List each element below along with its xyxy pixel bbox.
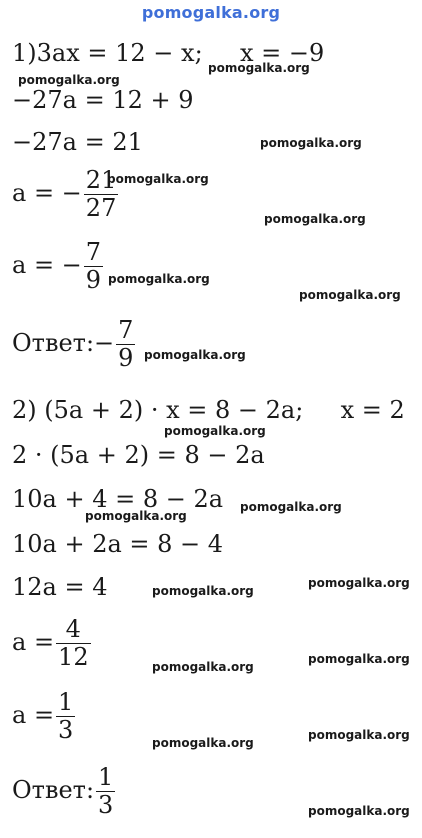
p2-line5: 12a = 4 bbox=[12, 573, 108, 601]
denominator: 3 bbox=[58, 716, 74, 745]
p1-number: 1) bbox=[12, 39, 37, 67]
denominator: 9 bbox=[118, 344, 134, 373]
watermark: pomogalka.org bbox=[164, 424, 266, 438]
watermark: pomogalka.org bbox=[308, 804, 410, 818]
site-brand[interactable]: pomogalka.org bbox=[141, 3, 281, 22]
numerator: 4 bbox=[65, 615, 81, 643]
watermark: pomogalka.org bbox=[152, 660, 254, 674]
p1-line3: −27a = 21 bbox=[12, 128, 143, 156]
watermark: pomogalka.org bbox=[144, 348, 246, 362]
numerator: 7 bbox=[118, 316, 134, 344]
p1-line4 bbox=[12, 168, 120, 221]
denominator: 27 bbox=[85, 194, 117, 223]
numerator: 1 bbox=[58, 688, 74, 716]
p1-answer bbox=[12, 318, 137, 371]
p2-number: 2) bbox=[12, 396, 37, 424]
p2-condition: x = 2 bbox=[340, 396, 405, 424]
p2-equation: (5a + 2) · x = 8 − 2a; bbox=[44, 396, 304, 424]
p1-line2: −27a = 12 + 9 bbox=[12, 86, 194, 114]
watermark: pomogalka.org bbox=[260, 136, 362, 150]
fraction bbox=[116, 318, 135, 371]
p1-line5 bbox=[12, 240, 105, 293]
p2-line7-lhs: a = bbox=[12, 701, 55, 730]
fraction bbox=[56, 617, 91, 670]
fraction bbox=[84, 240, 103, 293]
watermark: pomogalka.org bbox=[308, 652, 410, 666]
p2-answer bbox=[12, 765, 117, 818]
watermark: pomogalka.org bbox=[85, 509, 187, 523]
p1-equation: 3ax = 12 − x; bbox=[36, 39, 203, 67]
watermark: pomogalka.org bbox=[308, 728, 410, 742]
watermark: pomogalka.org bbox=[299, 288, 401, 302]
denominator: 9 bbox=[85, 266, 102, 295]
p1-line4-lhs: a = − bbox=[12, 179, 82, 208]
denominator: 12 bbox=[58, 643, 89, 672]
p1-condition: x = −9 bbox=[239, 39, 325, 67]
numerator: 21 bbox=[85, 166, 117, 194]
p2-line6-lhs: a = bbox=[12, 628, 55, 657]
p2-line6 bbox=[12, 617, 93, 670]
watermark: pomogalka.org bbox=[264, 212, 366, 226]
p2-line2: 2 · (5a + 2) = 8 − 2a bbox=[12, 441, 265, 469]
watermark: pomogalka.org bbox=[107, 172, 209, 186]
answer-label: Ответ: bbox=[12, 776, 95, 805]
watermark: pomogalka.org bbox=[208, 61, 310, 75]
p2-line4: 10a + 2a = 8 − 4 bbox=[12, 530, 224, 558]
watermark: pomogalka.org bbox=[152, 584, 254, 598]
watermark: pomogalka.org bbox=[240, 500, 342, 514]
watermark: pomogalka.org bbox=[18, 73, 120, 87]
watermark: pomogalka.org bbox=[152, 736, 254, 750]
answer-label: Ответ: bbox=[12, 329, 95, 358]
p2-line7 bbox=[12, 690, 77, 743]
p1-line5-lhs: a = − bbox=[12, 251, 82, 280]
numerator: 7 bbox=[85, 238, 102, 266]
numerator: 1 bbox=[98, 763, 114, 791]
p2-line3: 10a + 4 = 8 − 2a bbox=[12, 485, 224, 513]
answer-sign: − bbox=[94, 329, 115, 358]
denominator: 3 bbox=[98, 791, 114, 820]
fraction bbox=[96, 765, 115, 818]
p2-line1 bbox=[12, 398, 405, 422]
watermark: pomogalka.org bbox=[108, 272, 210, 286]
watermark: pomogalka.org bbox=[308, 576, 410, 590]
fraction bbox=[56, 690, 75, 743]
